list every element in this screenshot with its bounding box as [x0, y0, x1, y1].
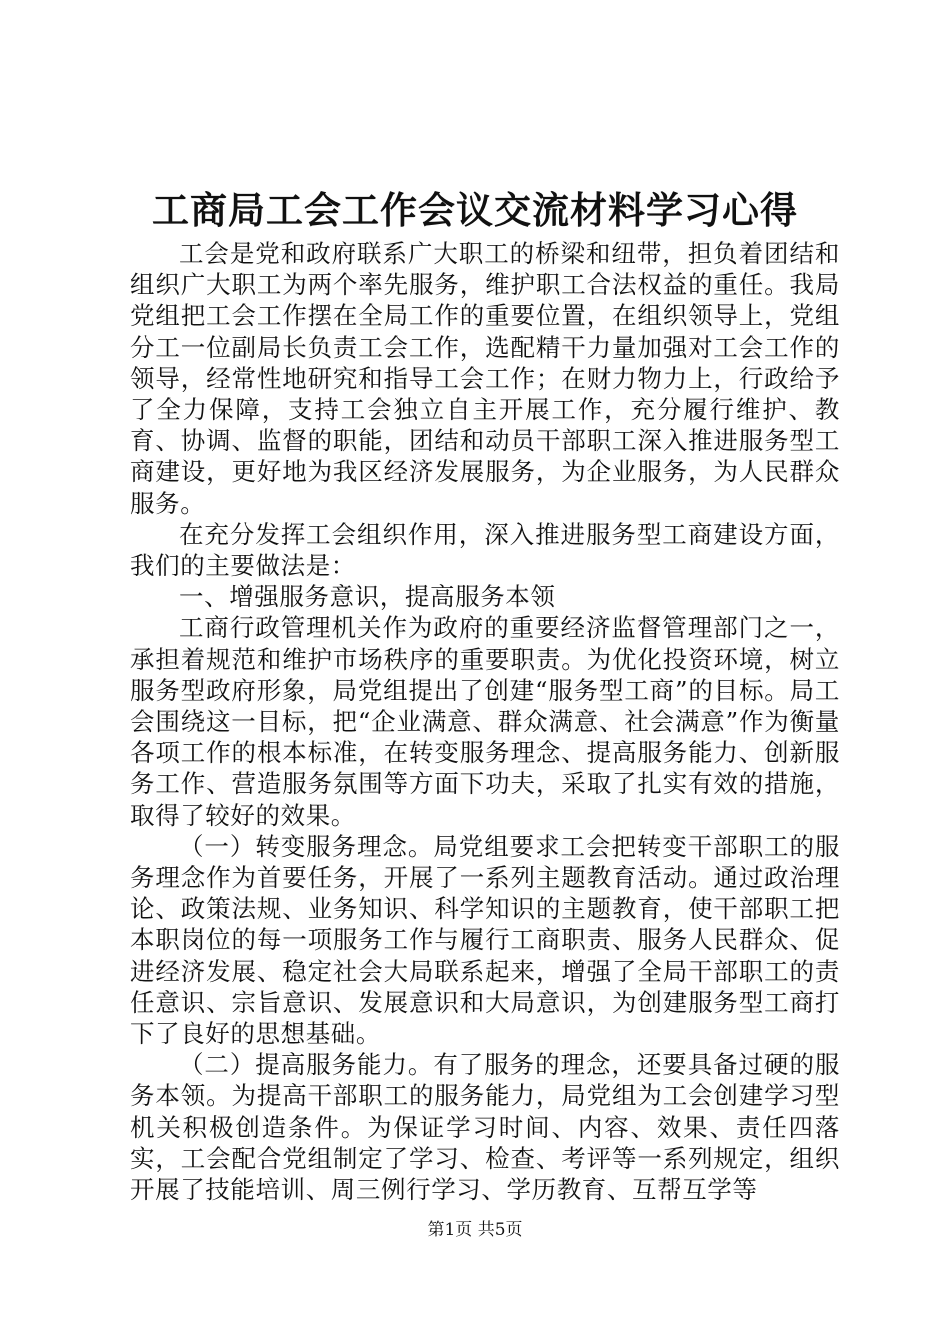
page-footer: 第1页 共5页	[427, 1220, 523, 1240]
paragraph-subsection-1: （一）转变服务理念。局党组要求工会把转变干部职工的服务理念作为首要任务，开展了一系列主题教育活动。通过政治理论、政策法规、业务知识、科学知识的主题教育，使干部职工把本职岗位的每一项服务工作与履行工商职责、服务人民群众、促进经济发展、稳定社会大局联系起来，增强了全局干部职工的责任意识、宗旨意识、发展意识和大局意识，为创建服务型工商打下了良好的思想基础。	[130, 831, 840, 1049]
paragraph-subsection-2: （二）提高服务能力。有了服务的理念，还要具备过硬的服务本领。为提高干部职工的服务能力，局党组为工会创建学习型机关积极创造条件。为保证学习时间、内容、效果、责任四落实，工会配合党组制定了学习、检查、考评等一系列规定，组织开展了技能培训、周三例行学习、学历教育、互帮互学等	[130, 1050, 840, 1205]
paragraph-section-1: 工商行政管理机关作为政府的重要经济监督管理部门之一，承担着规范和维护市场秩序的重要职责。为优化投资环境，树立服务型政府形象，局党组提出了创建“服务型工商”的目标。局工会围绕这一目标，把“企业满意、群众满意、社会满意”作为衡量各项工作的根本标准，在转变服务理念、提高服务能力、创新服务工作、营造服务氛围等方面下功夫，采取了扎实有效的措施，取得了较好的效果。	[130, 613, 840, 830]
document-title: 工商局工会工作会议交流材料学习心得	[152, 188, 798, 232]
section-heading-1: 一、增强服务意识，提高服务本领	[179, 582, 556, 612]
paragraph-main-practices: 在充分发挥工会组织作用，深入推进服务型工商建设方面，我们的主要做法是：	[130, 519, 840, 581]
document-body	[130, 238, 840, 1205]
paragraph-intro: 工会是党和政府联系广大职工的桥梁和纽带，担负着团结和组织广大职工为两个率先服务，维护职工合法权益的重任。我局党组把工会工作摆在全局工作的重要位置，在组织领导上，党组分工一位副局长负责工会工作，选配精干力量加强对工会工作的领导，经常性地研究和指导工会工作；在财力物力上，行政给予了全力保障，支持工会独立自主开展工作，充分履行维护、教育、协调、监督的职能，团结和动员干部职工深入推进服务型工商建设，更好地为我区经济发展服务，为企业服务，为人民群众服务。	[130, 239, 840, 518]
